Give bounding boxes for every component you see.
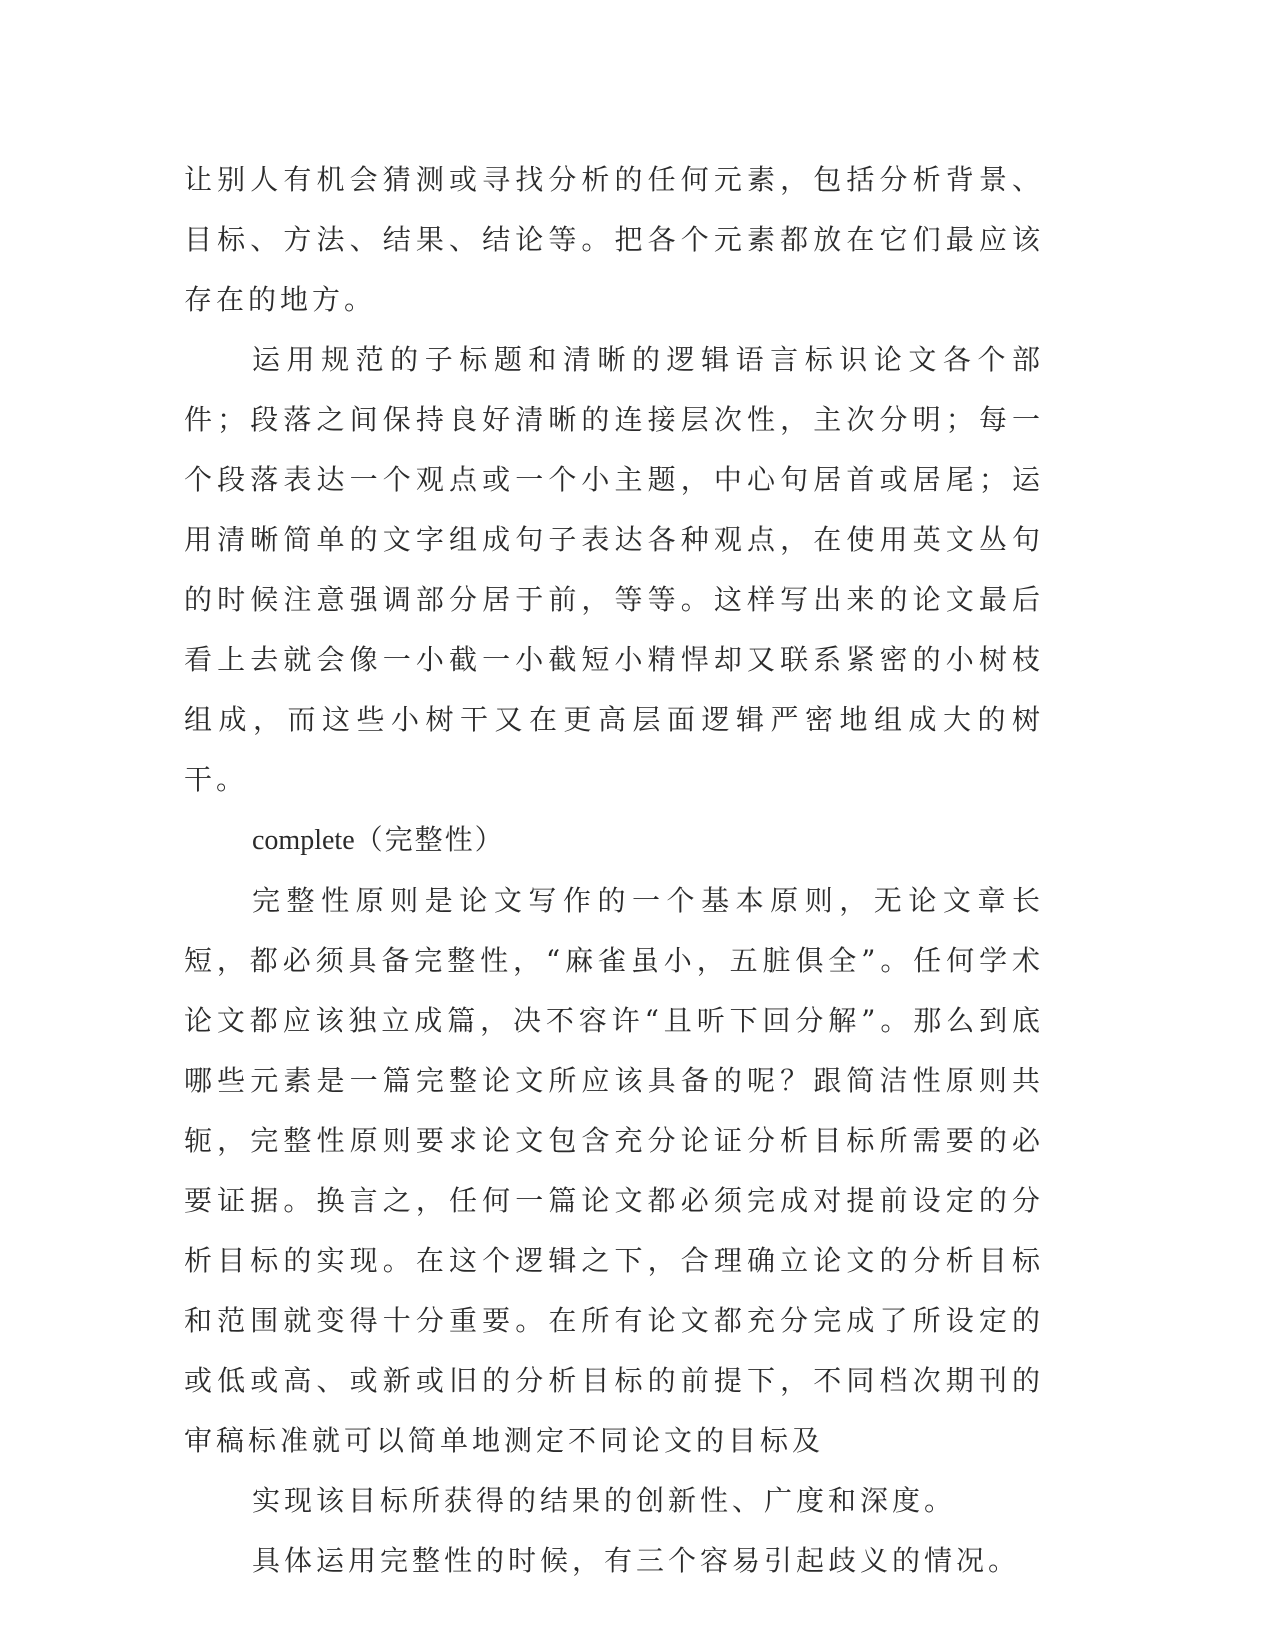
paragraph-ambiguity: 具体运用完整性的时候，有三个容易引起歧义的情况。 [252, 1544, 1021, 1577]
paragraph-completeness-principle: 完整性原则是论文写作的一个基本原则，无论文章长短，都必须具备完整性，“麻雀虽小，五脏俱全”。任何学术论文都应该独立成篇，决不容许“且听下回分解”。那么到底哪些元素是一篇完整论文所应该具备的呢？跟简洁性原则共轭，完整性原则要求论文包含充分论证分析目标所需要的必要证据。换言之，任何一篇论文都必须完成对提前设定的分析目标的实现。在这个逻辑之下，合理确立论文的分析目标和范围就变得十分重要。在所有论文都充分完成了所设定的或低或高、或新或旧的分析目标的前提下，不同档次期刊的审稿标准就可以简单地测定不同论文的目标及 [184, 884, 1044, 1457]
paragraph-logic-structure: 运用规范的子标题和清晰的逻辑语言标识论文各个部件；段落之间保持良好清晰的连接层次性，主次分明；每一个段落表达一个观点或一个小主题，中心句居首或居尾；运用清晰简单的文字组成句子表达各种观点，在使用英文丛句的时候注意强调部分居于前，等等。这样写出来的论文最后看上去就会像一小截一小截短小精悍却又联系紧密的小树枝组成，而这些小树干又在更高层面逻辑严密地组成大的树干。 [184, 343, 1044, 796]
document-body [184, 150, 1044, 1591]
section-heading-complete [184, 810, 1044, 871]
paragraph-continuation: 让别人有机会猜测或寻找分析的任何元素，包括分析背景、目标、方法、结果、结论等。把各个元素都放在它们最应该存在的地方。 [184, 163, 1044, 316]
heading-english: complete [252, 825, 355, 856]
heading-chinese: （完整性） [354, 823, 505, 856]
paragraph-innovation: 实现该目标所获得的结果的创新性、广度和深度。 [252, 1484, 957, 1517]
